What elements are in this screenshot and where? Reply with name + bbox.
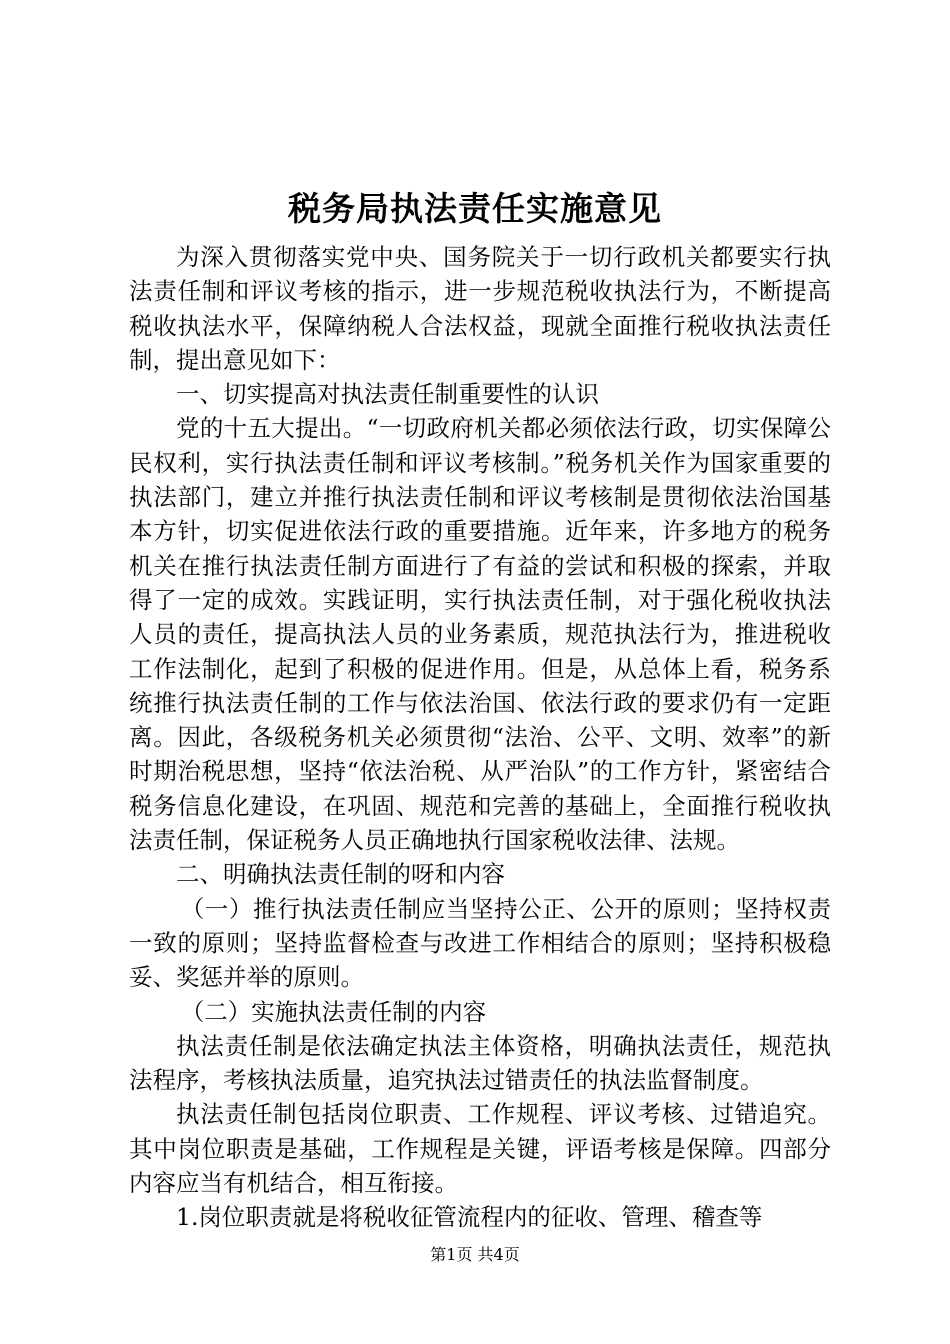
paragraph-definition: 执法责任制是依法确定执法主体资格，明确执法责任，规范执法程序，考核执法质量，追究执法过错责任的执法监督制度。 bbox=[129, 1031, 831, 1095]
subsection-heading-content: （二）实施执法责任制的内容 bbox=[180, 997, 487, 1026]
section-heading-1: 一、切实提高对执法责任制重要性的认识 bbox=[176, 380, 599, 409]
document-body bbox=[129, 240, 831, 1235]
paragraph-principles: （一）推行执法责任制应当坚持公正、公开的原则；坚持权责一致的原则；坚持监督检查与改进工作相结合的原则；坚持积极稳妥、奖惩并举的原则。 bbox=[129, 894, 831, 992]
paragraph-item-1: 1.岗位职责就是将税收征管流程内的征收、管理、稽查等 bbox=[176, 1203, 763, 1232]
section-heading-2: 二、明确执法责任制的呀和内容 bbox=[176, 860, 505, 889]
document-title: 税务局执法责任实施意见 bbox=[288, 189, 662, 228]
page-footer: 第1页 共4页 bbox=[430, 1245, 520, 1264]
paragraph-components: 执法责任制包括岗位职责、工作规程、评议考核、过错追究。其中岗位职责是基础，工作规程是关键，评语考核是保障。四部分内容应当有机结合，相互衔接。 bbox=[129, 1100, 831, 1198]
paragraph-intro: 为深入贯彻落实党中央、国务院关于一切行政机关都要实行执法责任制和评议考核的指示，进一步规范税收执法行为，不断提高税收执法水平，保障纳税人合法权益，现就全面推行税收执法责任制，提出意见如下： bbox=[129, 243, 831, 374]
paragraph-importance: 党的十五大提出。“一切政府机关都必须依法行政，切实保障公民权利，实行执法责任制和评议考核制。”税务机关作为国家重要的执法部门，建立并推行执法责任制和评议考核制是贯彻依法治国基本方针，切实促进依法行政的重要措施。近年来，许多地方的税务机关在推行执法责任制方面进行了有益的尝试和积极的探索，并取得了一定的成效。实践证明，实行执法责任制，对于强化税收执法人员的责任，提高执法人员的业务素质，规范执法行为，推进税收工作法制化，起到了积极的促进作用。但是，从总体上看，税务系统推行执法责任制的工作与依法治国、依法行政的要求仍有一定距离。因此，各级税务机关必须贯彻“法治、公平、文明、效率”的新时期治税思想，坚持“依法治税、从严治队”的工作方针，紧密结合税务信息化建设，在巩固、规范和完善的基础上，全面推行税收执法责任制，保证税务人员正确地执行国家税收法律、法规。 bbox=[129, 414, 831, 855]
